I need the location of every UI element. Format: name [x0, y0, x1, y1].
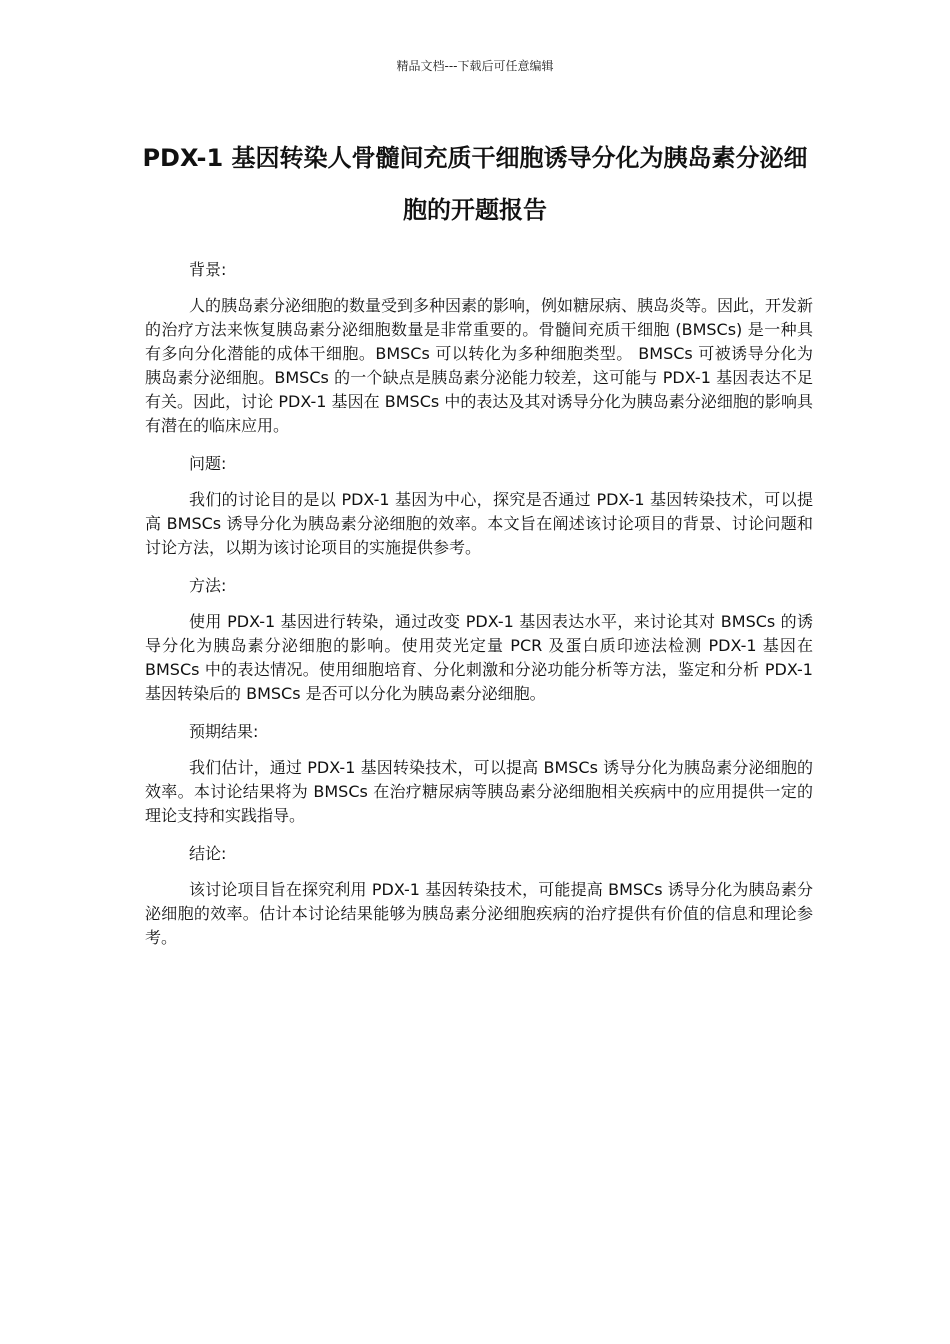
- paragraph-expected-results: 我们估计，通过 PDX-1 基因转染技术，可以提高 BMSCs 诱导分化为胰岛素分泌细胞的效率。本讨论结果将为 BMSCs 在治疗糖尿病等胰岛素分泌细胞相关疾病中的应用提供一定的理论支持和实践指导。: [145, 758, 813, 825]
- section-heading-conclusion: 结论:: [189, 844, 227, 863]
- document-body: [145, 258, 813, 964]
- section-heading-problem: 问题:: [189, 454, 227, 473]
- header-note: 精品文档---下载后可任意编辑: [396, 59, 554, 73]
- section-heading-background: 背景:: [189, 260, 227, 279]
- paragraph-problem: 我们的讨论目的是以 PDX-1 基因为中心，探究是否通过 PDX-1 基因转染技术，可以提高 BMSCs 诱导分化为胰岛素分泌细胞的效率。本文旨在阐述该讨论项目的背景、讨论问题和讨论方法，以期为该讨论项目的实施提供参考。: [145, 490, 813, 557]
- paragraph-conclusion: 该讨论项目旨在探究利用 PDX-1 基因转染技术，可能提高 BMSCs 诱导分化为胰岛素分泌细胞的效率。估计本讨论结果能够为胰岛素分泌细胞疾病的治疗提供有价值的信息和理论参考。: [145, 880, 813, 947]
- section-heading-method: 方法:: [189, 576, 227, 595]
- paragraph-background: 人的胰岛素分泌细胞的数量受到多种因素的影响，例如糖尿病、胰岛炎等。因此，开发新的治疗方法来恢复胰岛素分泌细胞数量是非常重要的。骨髓间充质干细胞 (BMSCs) 是一种具有多向分化潜能的成体干细胞。BMSCs 可以转化为多种细胞类型。 BMSCs 可被诱导分化为胰岛素分泌细胞。BMSCs 的一个缺点是胰岛素分泌能力较差，这可能与 PDX-1 基因表达不足有关。因此，讨论 PDX-1 基因在 BMSCs 中的表达及其对诱导分化为胰岛素分泌细胞的影响具有潜在的临床应用。: [145, 296, 814, 435]
- paragraph-method: 使用 PDX-1 基因进行转染，通过改变 PDX-1 基因表达水平，来讨论其对 BMSCs 的诱导分化为胰岛素分泌细胞的影响。使用荧光定量 PCR 及蛋白质印迹法检测 PDX-1 基因在 BMSCs 中的表达情况。使用细胞培育、分化刺激和分泌功能分析等方法，鉴定和分析 PDX-1 基因转染后的 BMSCs 是否可以分化为胰岛素分泌细胞。: [145, 612, 813, 703]
- section-heading-expected-results: 预期结果:: [189, 722, 259, 741]
- document-title: PDX-1 基因转染人骨髓间充质干细胞诱导分化为胰岛素分泌细胞的开题报告: [142, 144, 808, 224]
